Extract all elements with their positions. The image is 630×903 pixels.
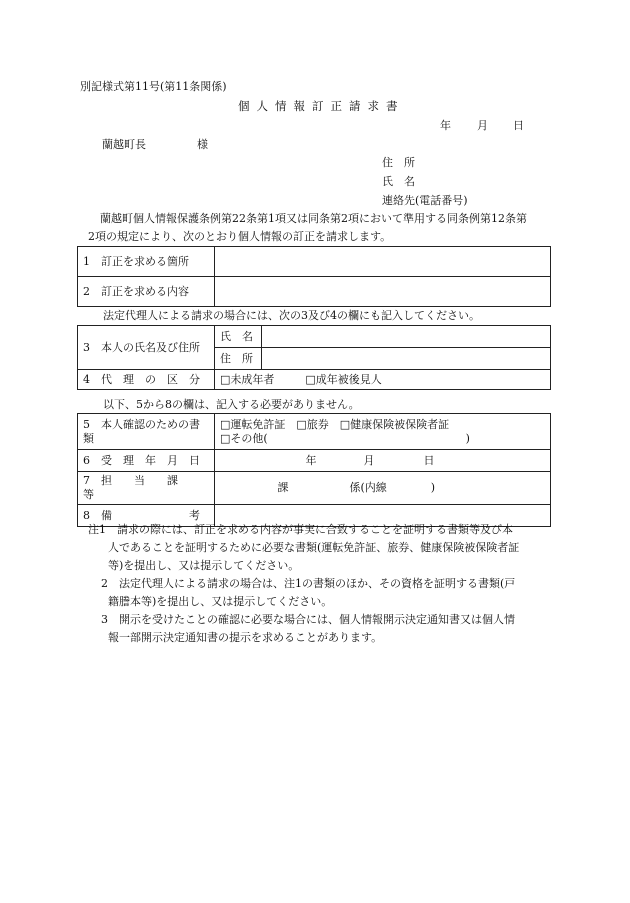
receipt-year: 年: [305, 453, 317, 467]
principal-address-label: 住 所: [215, 348, 262, 370]
agent-table: [77, 325, 551, 390]
receipt-date-label: 6 受 理 年 月 日: [78, 450, 215, 472]
correction-content-label: 2 訂正を求める内容: [78, 277, 215, 307]
identity-documents-options: [215, 414, 551, 450]
remarks-label: 8 備 考: [78, 505, 215, 527]
table-row: [78, 414, 551, 450]
addressee: 蘭越町長: [102, 138, 146, 151]
table-row: [78, 450, 551, 472]
addressee-honorific: 様: [197, 138, 208, 151]
minor-checkbox[interactable]: □未成年者: [220, 372, 275, 386]
receipt-month: 月: [363, 453, 375, 467]
requester-contact-label: 連絡先(電話番号): [382, 194, 468, 207]
note-1-line-3: 等)を提出し、又は提示してください。: [108, 559, 300, 572]
note-no-entry: 以下、5から8の欄は、記入する必要がありません。: [103, 398, 360, 411]
table-row: [78, 326, 551, 348]
table-row: [78, 370, 551, 390]
note-2-line-2: 籍謄本等)を提出し、又は提示してください。: [108, 595, 333, 608]
intro-line-1: 蘭越町個人情報保護条例第22条第1項又は同条第2項において準用する同条例第12条第: [100, 212, 527, 225]
identity-documents-label-line-1: 5 本人確認のための書: [83, 417, 200, 431]
page-title: 個人情報訂正請求書: [238, 99, 405, 113]
correction-table: [77, 246, 551, 307]
responsible-section-field: [215, 472, 551, 505]
form-number: 別記様式第11号(第11条関係): [80, 80, 227, 93]
notes: [88, 521, 558, 647]
agency-type-options: [215, 370, 551, 390]
intro-line-2: 2項の規定により、次のとおり個人情報の訂正を請求します。: [88, 230, 392, 243]
office-use-table: [77, 413, 551, 527]
requester-name-label: 氏 名: [382, 175, 415, 188]
extension-label: 係(内線 ): [349, 481, 436, 494]
date-day: 日: [513, 119, 524, 132]
principal-name-address-label: 3 本人の氏名及び住所: [78, 326, 215, 370]
note-3-line-2: 報一部開示決定通知書の提示を求めることがあります。: [108, 631, 383, 644]
note-1-line-2: 人であることを証明するために必要な書類(運転免許証、旅券、健康保険被保険者証: [108, 541, 520, 554]
correction-location-label: 1 訂正を求める箇所: [78, 247, 215, 277]
principal-address-field[interactable]: [262, 348, 551, 370]
principal-name-field[interactable]: [262, 326, 551, 348]
note-3-line-1: 3 開示を受けたことの確認に必要な場合には、個人情報開示決定通知書又は個人情: [101, 613, 515, 626]
table-row: [78, 277, 551, 307]
note-2-line-1: 2 法定代理人による請求の場合は、注1の書類のほか、その資格を証明する書類(戸: [101, 577, 516, 590]
receipt-date-field: [215, 450, 551, 472]
correction-location-field[interactable]: [215, 247, 551, 277]
requester-address-label: 住 所: [382, 156, 415, 169]
responsible-section-label: 7 担 当 課 等: [78, 472, 215, 505]
date-year: 年: [440, 119, 451, 132]
identity-documents-label: [78, 414, 215, 450]
adult-ward-checkbox[interactable]: □成年被後見人: [305, 372, 382, 386]
correction-content-field[interactable]: [215, 277, 551, 307]
identity-documents-options-line-2[interactable]: □その他( ): [220, 431, 470, 445]
date-month: 月: [477, 119, 488, 132]
receipt-day: 日: [423, 453, 435, 467]
identity-documents-options-line-1[interactable]: □運転免許証 □旅券 □健康保険被保険者証: [220, 417, 450, 431]
table-row: [78, 247, 551, 277]
note-agent: 法定代理人による請求の場合には、次の3及び4の欄にも記入してください。: [103, 309, 480, 322]
note-1-line-1: 注1 請求の際には、訂正を求める内容が事実に合致することを証明する書類等及び本: [88, 523, 513, 536]
section-label: 課: [277, 481, 289, 494]
principal-name-label: 氏 名: [215, 326, 262, 348]
agency-type-label: 4 代 理 の 区 分: [78, 370, 215, 390]
identity-documents-label-line-2: 類: [83, 431, 94, 445]
table-row: [78, 472, 551, 505]
